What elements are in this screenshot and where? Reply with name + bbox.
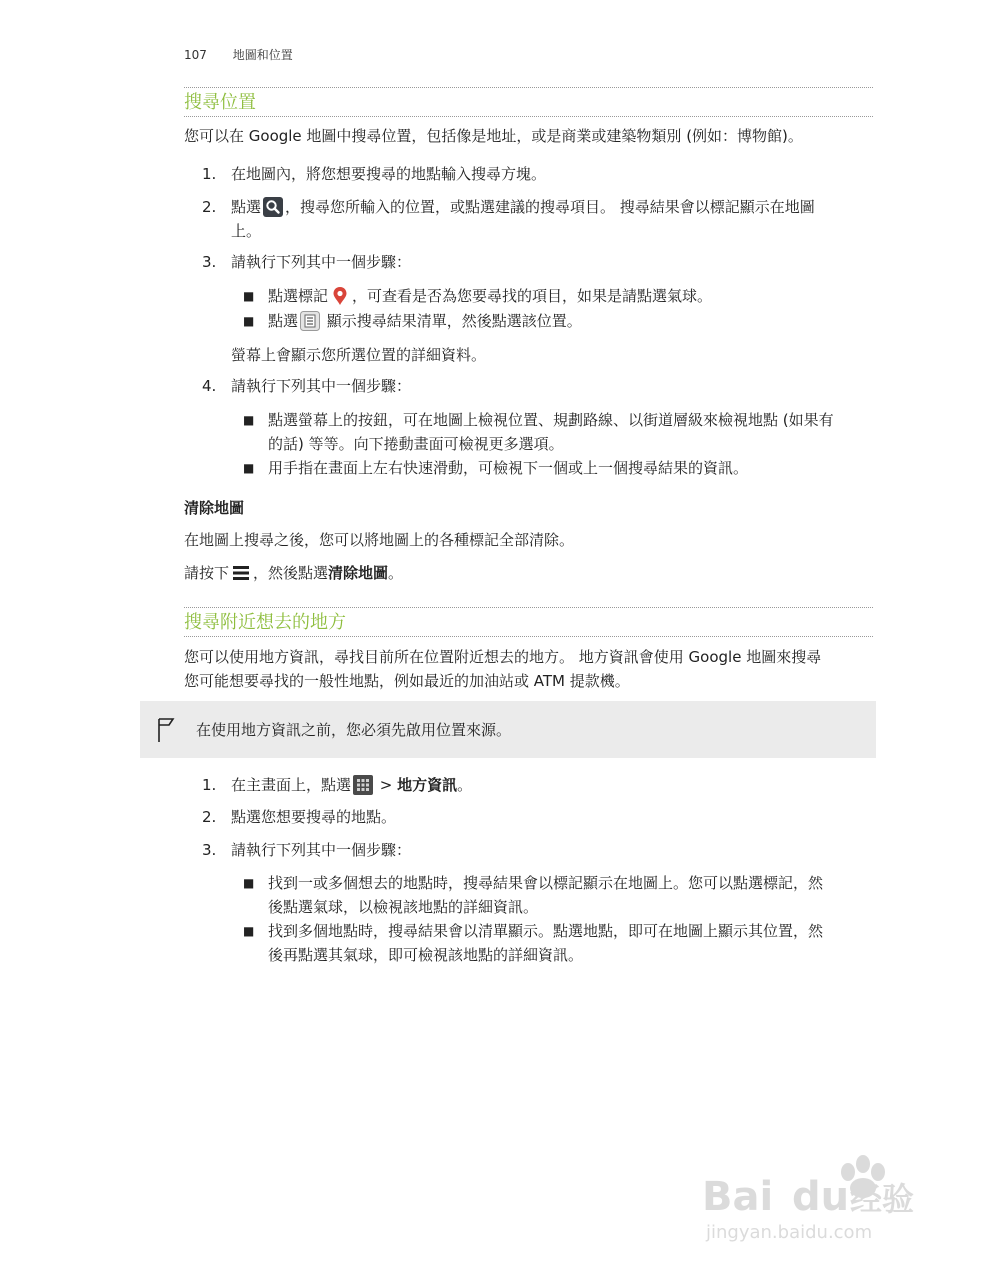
step-text: 請執行下列其中一個步驟： <box>231 377 412 395</box>
step-number: 3. <box>202 841 217 859</box>
svg-text:du: du <box>792 1174 850 1220</box>
subsection-title-clear-map: 清除地圖 <box>184 499 245 517</box>
step-number: 1. <box>202 165 217 183</box>
menu-icon <box>231 563 251 583</box>
step-text <box>231 195 871 243</box>
section-intro <box>184 645 874 693</box>
places-label: 地方資訊 <box>397 776 458 794</box>
section-intro: 您可以在 Google 地圖中搜尋位置，包括像是地址，或是商業或建築物類別 (例如：博物館)。 <box>184 127 803 145</box>
instruction-text: 請按下 <box>184 564 230 582</box>
bullet-text <box>268 408 874 456</box>
map-marker-icon <box>330 286 350 306</box>
intro-line: 您可能想要尋找的一般性地點，例如最近的加油站或 ATM 提款機。 <box>184 672 630 690</box>
bullet-text <box>268 284 874 308</box>
bullet-line: 後點選氣球，以檢視該地點的詳細資訊。 <box>268 898 539 916</box>
svg-text:jingyan.baidu.com: jingyan.baidu.com <box>706 1222 873 1243</box>
baidu-watermark-logo <box>700 1150 935 1250</box>
bullet-icon: ■ <box>243 876 255 890</box>
section-title-places: 搜尋附近想去的地方 <box>184 612 346 633</box>
step3-result-text: 螢幕上會顯示您所選位置的詳細資料。 <box>231 346 487 364</box>
bullet-text-after: 顯示搜尋結果清單，然後點選該位置。 <box>326 312 582 330</box>
section-title-search-location: 搜尋位置 <box>184 92 256 113</box>
bullet-text <box>268 309 874 333</box>
heading-rule-top <box>184 87 873 88</box>
intro-line: 您可以使用地方資訊，尋找目前所在位置附近想去的地方。 地方資訊會使用 Google 地圖來搜尋 <box>184 648 822 666</box>
step-text <box>231 773 871 797</box>
page-header <box>184 46 293 63</box>
step-text: 在地圖內，將您想要搜尋的地點輸入搜尋方塊。 <box>231 165 547 183</box>
arrow-separator: > <box>379 776 393 794</box>
bullet-text-after: ，可查看是否為您要尋找的項目，如果是請點選氣球。 <box>352 287 713 305</box>
bullet-icon: ■ <box>243 314 255 328</box>
flag-icon <box>156 717 178 747</box>
heading-rule-bottom <box>184 116 873 117</box>
search-icon <box>263 197 283 217</box>
step-text-end: 。 <box>457 776 473 794</box>
bullet-line: 找到多個地點時，搜尋結果會以清單顯示。點選地點，即可在地圖上顯示其位置，然 <box>268 922 824 940</box>
step-number: 1. <box>202 776 217 794</box>
svg-text:Bai: Bai <box>702 1174 774 1220</box>
bullet-line: 找到一或多個想去的地點時，搜尋結果會以標記顯示在地圖上。您可以點選標記，然 <box>268 874 824 892</box>
bullet-text-before: 點選 <box>268 312 299 330</box>
step-text: 請執行下列其中一個步驟： <box>231 253 412 271</box>
bullet-line: 後再點選其氣球，即可檢視該地點的詳細資訊。 <box>268 946 584 964</box>
clear-map-label: 清除地圖 <box>328 564 389 582</box>
chapter-title: 地圖和位置 <box>232 48 293 62</box>
step-text-before: 點選 <box>231 198 262 216</box>
step-text: 請執行下列其中一個步驟： <box>231 841 412 859</box>
list-results-icon <box>300 311 320 331</box>
page-number: 107 <box>184 48 207 62</box>
bullet-text: 用手指在畫面上左右快速滑動，可檢視下一個或上一個搜尋結果的資訊。 <box>268 459 749 477</box>
clear-map-instruction <box>184 561 874 585</box>
instruction-text: ，然後點選 <box>253 564 329 582</box>
instruction-text: 。 <box>388 564 404 582</box>
step-number: 2. <box>202 198 217 216</box>
all-apps-icon <box>353 775 373 795</box>
step-text-continued: 上。 <box>231 222 262 240</box>
bullet-icon: ■ <box>243 924 255 938</box>
bullet-icon: ■ <box>243 289 255 303</box>
step-number: 3. <box>202 253 217 271</box>
step-text-before: 在主畫面上，點選 <box>231 776 352 794</box>
bullet-text <box>268 919 874 967</box>
bullet-icon: ■ <box>243 413 255 427</box>
step-number: 4. <box>202 377 217 395</box>
step-text: 點選您想要搜尋的地點。 <box>231 808 397 826</box>
clear-map-text: 在地圖上搜尋之後，您可以將地圖上的各種標記全部清除。 <box>184 531 575 549</box>
step-text-after: ，搜尋您所輸入的位置，或點選建議的搜尋項目。 搜尋結果會以標記顯示在地圖 <box>285 198 815 216</box>
bullet-text <box>268 871 874 919</box>
bullet-icon: ■ <box>243 461 255 475</box>
note-box <box>140 701 876 758</box>
svg-text:经验: 经验 <box>850 1180 915 1218</box>
bullet-line: 的話) 等等。向下捲動畫面可檢視更多選項。 <box>268 435 564 453</box>
bullet-line: 點選螢幕上的按鈕，可在地圖上檢視位置、規劃路線、以街道層級來檢視地點 (如果有 <box>268 411 834 429</box>
heading-rule-top <box>184 607 873 608</box>
heading-rule-bottom <box>184 636 873 637</box>
note-text: 在使用地方資訊之前，您必須先啟用位置來源。 <box>196 721 512 739</box>
step-number: 2. <box>202 808 217 826</box>
bullet-text-before: 點選標記 <box>268 287 329 305</box>
